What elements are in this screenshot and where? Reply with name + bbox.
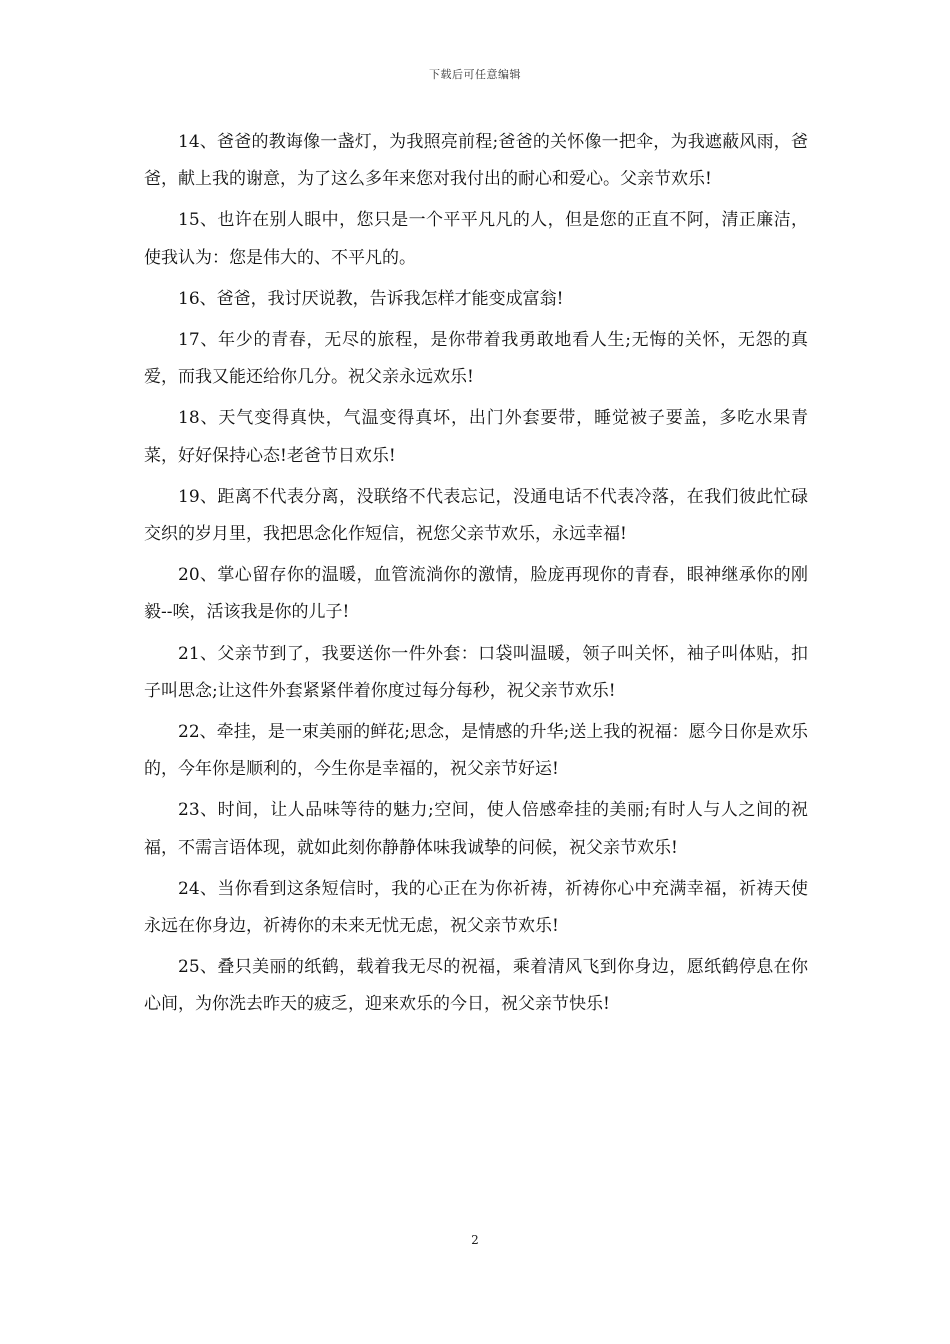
paragraph-16: 16、爸爸，我讨厌说教，告诉我怎样才能变成富翁!: [178, 288, 564, 309]
paragraph-24: 24、当你看到这条短信时，我的心正在为你祈祷，祈祷你心中充满幸福，祈祷天使永远在你身边，祈祷你的未来无忧无虑，祝父亲节欢乐!: [144, 878, 808, 937]
paragraph-18: 18、天气变得真快，气温变得真坏，出门外套要带，睡觉被子要盖，多吃水果青菜，好好保持心态!老爸节日欢乐!: [144, 408, 808, 466]
paragraph-17: 17、年少的青春，无尽的旅程，是你带着我勇敢地看人生;无悔的关怀，无怨的真爱，而我又能还给你几分。祝父亲永远欢乐!: [144, 330, 808, 388]
document-body: [144, 124, 808, 1028]
paragraph-22: 22、牵挂，是一束美丽的鲜花;思念，是情感的升华;送上我的祝福：愿今日你是欢乐的，今年你是顺利的，今生你是幸福的，祝父亲节好运!: [144, 722, 808, 780]
paragraph-15: 15、也许在别人眼中，您只是一个平平凡凡的人，但是您的正直不阿，清正廉洁，使我认为：您是伟大的、不平凡的。: [144, 210, 808, 268]
page-header-note: 下载后可任意编辑: [429, 68, 521, 81]
paragraph-23: 23、时间，让人品味等待的魅力;空间，使人倍感牵挂的美丽;有时人与人之间的祝福，不需言语体现，就如此刻你静静体味我诚挚的问候，祝父亲节欢乐!: [144, 800, 808, 858]
paragraph-19: 19、距离不代表分离，没联络不代表忘记，没通电话不代表冷落，在我们彼此忙碌交织的岁月里，我把思念化作短信，祝您父亲节欢乐，永远幸福!: [144, 486, 808, 545]
paragraph-20: 20、掌心留存你的温暖，血管流淌你的激情，脸庞再现你的青春，眼神继承你的刚毅--唉，活该我是你的儿子!: [144, 565, 808, 623]
page-number: 2: [471, 1233, 479, 1247]
paragraph-21: 21、父亲节到了，我要送你一件外套：口袋叫温暖，领子叫关怀，袖子叫体贴，扣子叫思念;让这件外套紧紧伴着你度过每分每秒，祝父亲节欢乐!: [144, 643, 808, 701]
paragraph-25: 25、叠只美丽的纸鹤，载着我无尽的祝福，乘着清风飞到你身边，愿纸鹤停息在你心间，为你洗去昨天的疲乏，迎来欢乐的今日，祝父亲节快乐!: [144, 957, 808, 1015]
paragraph-14: 14、爸爸的教诲像一盏灯，为我照亮前程;爸爸的关怀像一把伞，为我遮蔽风雨，爸爸，献上我的谢意，为了这么多年来您对我付出的耐心和爱心。父亲节欢乐!: [144, 132, 808, 190]
